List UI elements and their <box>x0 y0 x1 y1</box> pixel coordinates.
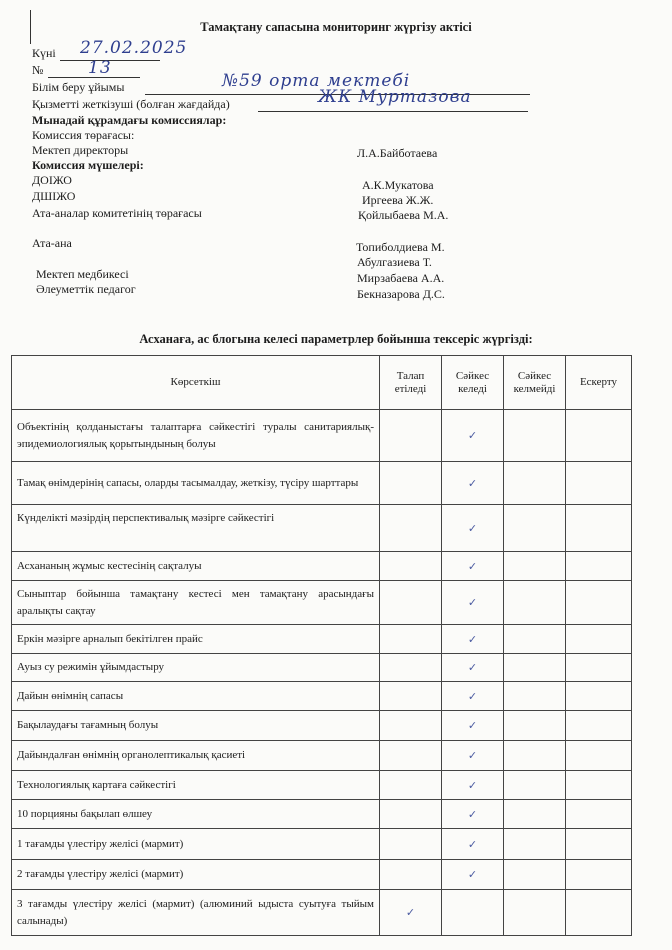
required-cell <box>380 654 442 682</box>
page-title: Тамақтану сапасына мониторинг жүргізу актісі <box>200 20 472 34</box>
director-name: Л.А.Байботаева <box>357 146 438 160</box>
indicator-cell: Дайын өнімнің сапасы <box>12 682 380 711</box>
table-row <box>12 860 632 890</box>
table-row <box>12 890 632 936</box>
not-matches-cell <box>504 410 566 462</box>
table-row <box>12 410 632 462</box>
matches-cell: ✓ <box>442 711 504 741</box>
indicator-cell: Күнделікті мәзірдің перспективалық мәзірге сәйкестігі <box>12 505 380 552</box>
matches-cell: ✓ <box>442 771 504 800</box>
required-cell <box>380 682 442 711</box>
required-cell <box>380 741 442 771</box>
table-row <box>12 800 632 829</box>
matches-cell: ✓ <box>442 462 504 505</box>
not-matches-cell <box>504 625 566 654</box>
matches-cell: ✓ <box>442 410 504 462</box>
matches-cell: ✓ <box>442 552 504 581</box>
member-name: Топиболдиева М. <box>356 240 445 254</box>
doizho-label: ДОІЖО <box>32 173 72 187</box>
note-cell <box>566 829 632 860</box>
parent-label: Ата-ана <box>32 236 72 250</box>
note-cell <box>566 682 632 711</box>
indicator-cell: Технологиялық картаға сәйкестігі <box>12 771 380 800</box>
indicator-cell: Объектінің қолданыстағы талаптарға сәйкестігі туралы санитариялық-эпидемиологиялық қорытындының болуы <box>12 410 380 462</box>
note-cell <box>566 890 632 936</box>
note-cell <box>566 462 632 505</box>
matches-cell: ✓ <box>442 829 504 860</box>
note-cell <box>566 625 632 654</box>
matches-cell: ✓ <box>442 654 504 682</box>
indicator-cell: Асхананың жұмыс кестесінің сақталуы <box>12 552 380 581</box>
note-cell <box>566 860 632 890</box>
not-matches-cell <box>504 890 566 936</box>
not-matches-cell <box>504 860 566 890</box>
date-value: 27.02.2025 <box>80 38 188 58</box>
matches-cell: ✓ <box>442 682 504 711</box>
matches-cell: ✓ <box>442 741 504 771</box>
section-subtitle: Асханаға, ас блогына келесі параметрлер бойынша тексеріс жүргізді: <box>139 332 533 346</box>
indicator-cell: Сыныптар бойынша тамақтану кестесі мен тамақтану арасындағы аралықты сақтау <box>12 581 380 625</box>
required-cell <box>380 581 442 625</box>
required-cell <box>380 410 442 462</box>
note-cell <box>566 800 632 829</box>
required-cell <box>380 552 442 581</box>
director-label: Мектеп директоры <box>32 143 129 157</box>
indicator-cell: Тамақ өнімдерінің сапасы, оларды тасымалдау, жеткізу, түсіру шарттары <box>12 462 380 505</box>
column-header: Сәйкес келеді <box>442 356 504 410</box>
member-name: Бекназарова Д.С. <box>357 287 445 301</box>
indicator-cell: Бақылаудағы тағамның болуы <box>12 711 380 741</box>
table-row <box>12 505 632 552</box>
required-cell <box>380 505 442 552</box>
note-cell <box>566 741 632 771</box>
column-header: Талап етіледі <box>380 356 442 410</box>
not-matches-cell <box>504 581 566 625</box>
table-row <box>12 741 632 771</box>
required-cell <box>380 800 442 829</box>
not-matches-cell <box>504 654 566 682</box>
number-label: № <box>32 63 44 77</box>
matches-cell: ✓ <box>442 800 504 829</box>
not-matches-cell <box>504 682 566 711</box>
note-cell <box>566 711 632 741</box>
indicator-cell: 10 порцияны бақылап өлшеу <box>12 800 380 829</box>
table-row <box>12 552 632 581</box>
required-cell <box>380 771 442 800</box>
not-matches-cell <box>504 462 566 505</box>
parents-chair-label: Ата-аналар комитетінің төрағасы <box>32 206 202 220</box>
note-cell <box>566 771 632 800</box>
not-matches-cell <box>504 771 566 800</box>
matches-cell: ✓ <box>442 505 504 552</box>
note-cell <box>566 581 632 625</box>
table-row <box>12 654 632 682</box>
social-label: Әлеуметтік педагог <box>36 282 136 296</box>
not-matches-cell <box>504 741 566 771</box>
note-cell <box>566 552 632 581</box>
commission-heading: Мынадай құрамдағы комиссиялар: <box>32 113 227 127</box>
nurse-label: Мектеп медбикесі <box>36 267 129 281</box>
table-row <box>12 711 632 741</box>
required-cell: ✓ <box>380 890 442 936</box>
matches-cell <box>442 890 504 936</box>
column-header: Сәйкес келмейді <box>504 356 566 410</box>
matches-cell: ✓ <box>442 625 504 654</box>
members-heading: Комиссия мүшелері: <box>32 158 144 172</box>
supplier-value: ЖК Муртазова <box>318 87 472 107</box>
table-row <box>12 771 632 800</box>
date-label: Күні <box>32 46 56 60</box>
indicator-cell: 3 тағамды үлестіру желісі (мармит) (алюминий ыдыста суытуға тыйым салынады) <box>12 890 380 936</box>
indicator-cell: 2 тағамды үлестіру желісі (мармит) <box>12 860 380 890</box>
required-cell <box>380 625 442 654</box>
indicator-cell: Еркін мәзірге арналып бекітілген прайс <box>12 625 380 654</box>
matches-cell: ✓ <box>442 860 504 890</box>
indicator-cell: 1 тағамды үлестіру желісі (мармит) <box>12 829 380 860</box>
member-name: Иргеева Ж.Ж. <box>362 193 434 207</box>
column-header: Көрсеткіш <box>12 356 380 410</box>
not-matches-cell <box>504 711 566 741</box>
chair-label: Комиссия төрағасы: <box>32 128 135 142</box>
note-cell <box>566 654 632 682</box>
required-cell <box>380 829 442 860</box>
member-name: Қойлыбаева М.А. <box>358 208 449 222</box>
dshizho-label: ДШІЖО <box>32 189 76 203</box>
note-cell <box>566 410 632 462</box>
number-value: 13 <box>88 58 112 78</box>
not-matches-cell <box>504 505 566 552</box>
member-name: Абулгазиева Т. <box>357 255 432 269</box>
inspection-table <box>11 355 632 936</box>
not-matches-cell <box>504 552 566 581</box>
not-matches-cell <box>504 829 566 860</box>
note-cell <box>566 505 632 552</box>
member-name: А.К.Мукатова <box>362 178 434 192</box>
not-matches-cell <box>504 800 566 829</box>
table-row <box>12 581 632 625</box>
school-value: №59 орта мектебі <box>222 71 411 91</box>
matches-cell: ✓ <box>442 581 504 625</box>
table-row <box>12 625 632 654</box>
table-row <box>12 462 632 505</box>
indicator-cell: Ауыз су режимін ұйымдастыру <box>12 654 380 682</box>
indicator-cell: Дайындалған өнімнің органолептикалық қасиеті <box>12 741 380 771</box>
required-cell <box>380 462 442 505</box>
member-name: Мирзабаева А.А. <box>357 271 445 285</box>
required-cell <box>380 860 442 890</box>
table-row <box>12 682 632 711</box>
required-cell <box>380 711 442 741</box>
school-label: Білім беру ұйымы <box>32 80 125 94</box>
table-header-row <box>12 356 632 410</box>
supplier-label: Қызметті жеткізуші (болған жағдайда) <box>32 97 230 111</box>
table-row <box>12 829 632 860</box>
column-header: Ескерту <box>566 356 632 410</box>
